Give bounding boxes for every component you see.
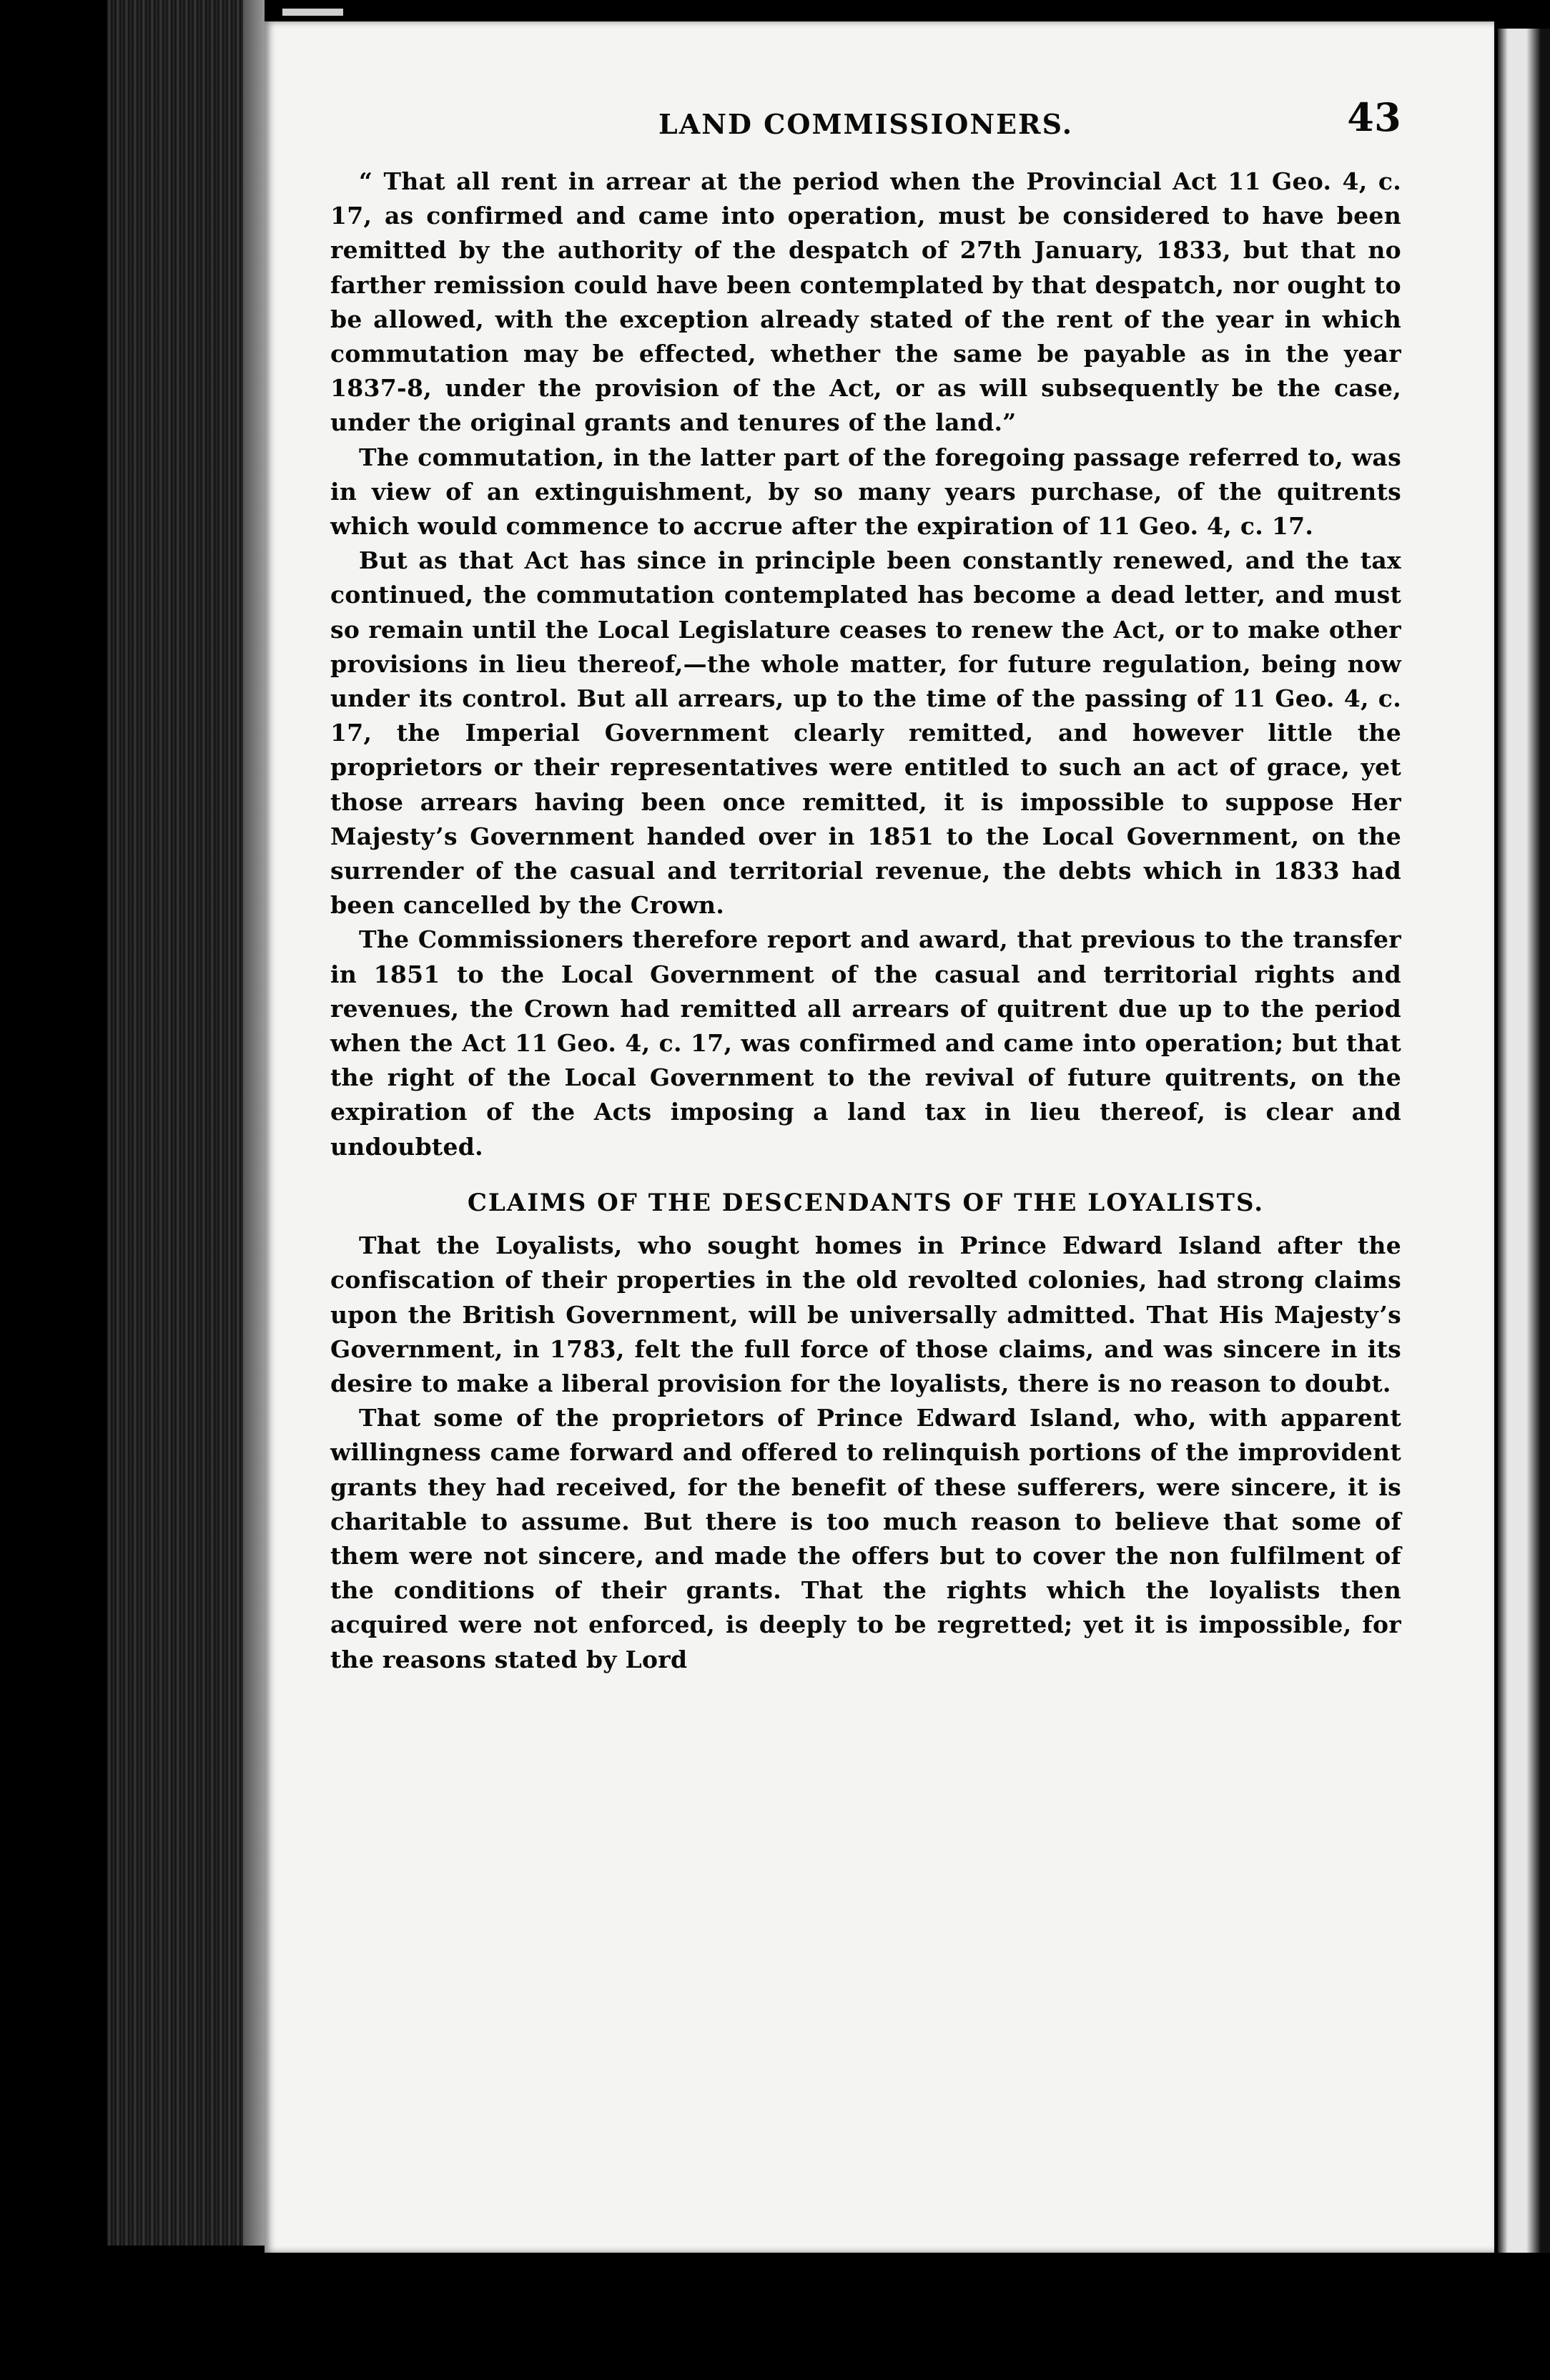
page-edge-shadow	[243, 0, 265, 2246]
paragraph-loyalists-claims: That the Loyalists, who sought homes in Prince Edward Island after the confiscation of their properties in the old revolted colonies, had strong claims upon the British Government, will be universally admitted. That His Majesty’s Government, in 1783, felt the full force of those claims, and was sincere in its desire to make a liberal provision for the loyalists, there is no reason to doubt.	[330, 1231, 1401, 1397]
top-rule-mark	[282, 9, 343, 16]
section-heading: CLAIMS OF THE DESCENDANTS OF THE LOYALISTS.	[467, 1188, 1265, 1217]
paragraph-proprietors-offers: That some of the proprietors of Prince Edward Island, who, with apparent willingness came forward and offered to relinquish portions of the improvident grants they had received, for the benefit of these sufferers, were sincere, it is charitable to assume. But there is too much reason to believe that some of them were not sincere, and made the offers but to cover the non fulfilment of the conditions of their grants. That the rights which the loyalists then acquired were not enforced, is deeply to be regretted; yet it is impossible, for the reasons stated by Lord	[330, 1404, 1401, 1673]
book-page	[265, 21, 1494, 2253]
book-gutter	[107, 0, 265, 2246]
paragraph-commutation: The commutation, in the latter part of the foregoing passage referred to, was in view of an extinguishment, by so many years purchase, of the quitrents which would commence to accrue after the expiration of 11 Geo. 4, c. 17.	[330, 443, 1401, 541]
page-number: 43	[1347, 94, 1401, 140]
page-content	[330, 94, 1401, 1677]
running-head	[330, 94, 1401, 164]
facing-page-edge	[1498, 29, 1550, 2267]
running-title: LAND COMMISSIONERS.	[658, 108, 1073, 140]
scan-bottom-border	[0, 2253, 1550, 2380]
paragraph-quoted-despatch: “ That all rent in arrear at the period when the Provincial Act 11 Geo. 4, c. 17, as confirmed and came into operation, must be considered to have been remitted by the authority of the despatch of 27th January, 1833, but that no farther remission could have been contemplated by that despatch, nor ought to be allowed, with the exception already stated of the rent of the year in which commutation may be effected, whether the same be payable as in the year 1837-8, under the provision of the Act, or as will subsequently be the case, under the original grants and tenures of the land.”	[330, 167, 1401, 437]
paragraph-act-renewed: But as that Act has since in principle been constantly renewed, and the tax continued, the commutation contemplated has become a dead letter, and must so remain until the Local Legislature ceases to renew the Act, or to make other provisions in lieu thereof,—the whole matter, for future regulation, being now under its control. But all arrears, up to the time of the passing of 11 Geo. 4, c. 17, the Imperial Government clearly remitted, and however little the proprietors or their representatives were entitled to such an act of grace, yet those arrears having been once remitted, it is impossible to suppose Her Majesty’s Government handed over in 1851 to the Local Government, on the surrender of the casual and territorial revenue, the debts which in 1833 had been cancelled by the Crown.	[330, 546, 1401, 920]
paragraph-commissioners-award: The Commissioners therefore report and award, that previous to the transfer in 1851 to the Local Government of the casual and territorial rights and revenues, the Crown had remitted all arrears of quitrent due up to the period when the Act 11 Geo. 4, c. 17, was confirmed and came into operation; but that the right of the Local Government to the revival of future quitrents, on the expiration of the Acts imposing a land tax in lieu thereof, is clear and undoubted.	[330, 925, 1401, 1161]
